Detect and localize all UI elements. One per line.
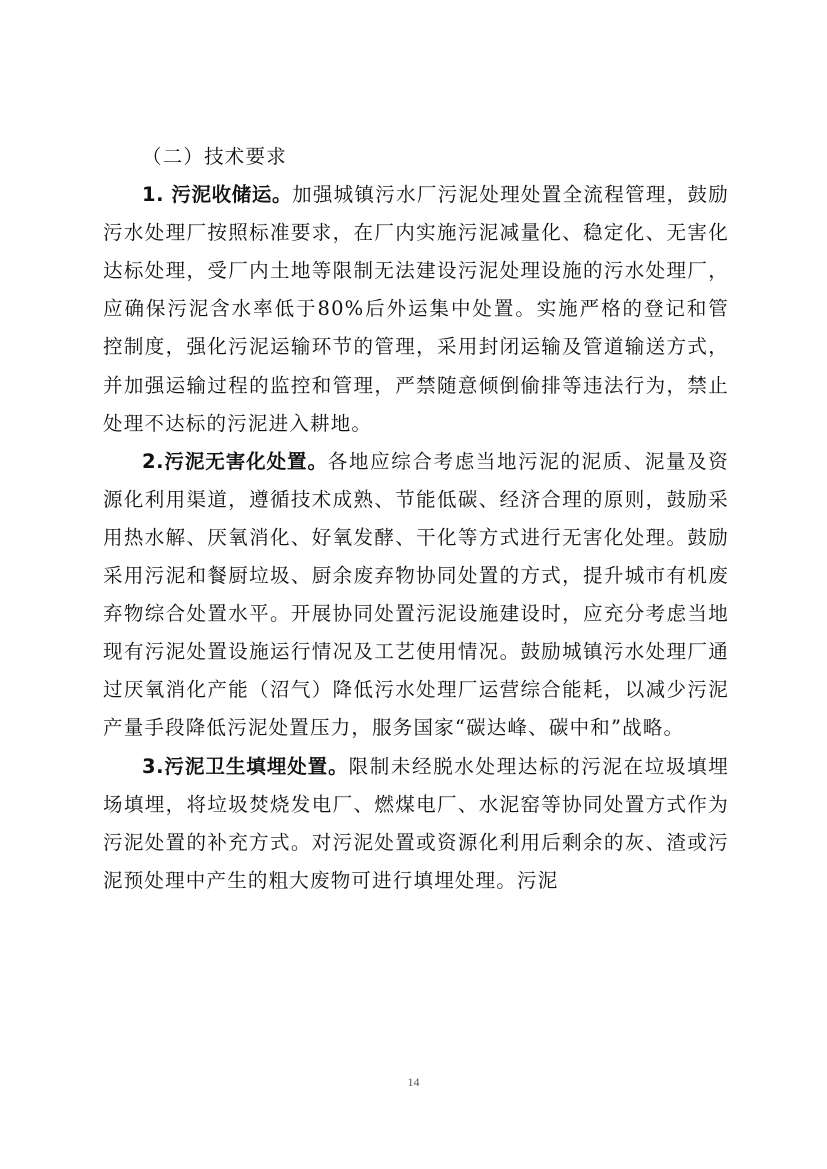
body-text — [103, 138, 729, 900]
paragraph-text: 加强城镇污水厂污泥处理处置全流程管理，鼓励污水处理厂按照标准要求，在厂内实施污泥减量化、稳定化、无害化达标处理，受厂内土地等限制无法建设污泥处理设施的污水处理厂，应确保污泥含水率低于80%后外运集中处置。实施严格的登记和管控制度，强化污泥运输环节的管理，采用封闭运输及管道输送方式，并加强运输过程的监控和管理，严禁随意倾倒偷排等违法行为，禁止处理不达标的污泥进入耕地。 — [103, 183, 730, 435]
paragraph-lead: 1. 污泥收储运。 — [142, 183, 293, 207]
paragraph-sludge-harmless-disposal — [103, 443, 729, 748]
paragraph-text: 限制未经脱水处理达标的污泥在垃圾填埋场填埋，将垃圾焚烧发电厂、燃煤电厂、水泥窑等协同处置方式作为污泥处置的补充方式。对污泥处置或资源化利用后剩余的灰、渣或污泥预处理中产生的粗大废物可进行填埋处理。污泥 — [103, 754, 729, 892]
section-heading: （二）技术要求 — [142, 145, 287, 168]
paragraph-lead: 2.污泥无害化处置。 — [142, 449, 328, 473]
paragraph-sludge-collection-storage-transport — [103, 176, 729, 443]
paragraph-text: 各地应综合考虑当地污泥的泥质、泥量及资源化利用渠道，遵循技术成熟、节能低碳、经济合理的原则，鼓励采用热水解、厌氧消化、好氧发酵、干化等方式进行无害化处理。鼓励采用污泥和餐厨垃圾、厨余废弃物协同处置的方式，提升城市有机废弃物综合处置水平。开展协同处置污泥设施建设时，应充分考虑当地现有污泥处置设施运行情况及工艺使用情况。鼓励城镇污水处理厂通过厌氧消化产能（沼气）降低污水处理厂运营综合能耗，以减少污泥产量手段降低污泥处置压力，服务国家“碳达峰、碳中和”战略。 — [103, 449, 729, 740]
page-number: 14 — [407, 1075, 420, 1089]
paragraph-sludge-sanitary-landfill — [103, 748, 729, 900]
paragraph-lead: 3.污泥卫生填埋处置。 — [142, 754, 349, 778]
